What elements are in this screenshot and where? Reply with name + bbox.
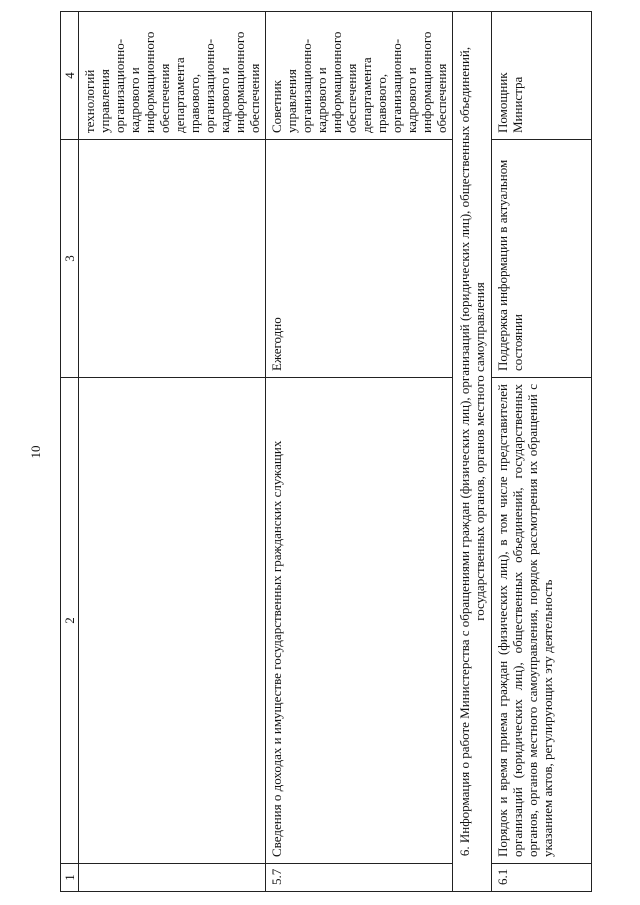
row-responsible: Советник управления организационно-кадрового и информационного обеспечения департамента правового, организационно-кадрового и информационного обеспечения (266, 12, 453, 140)
page-number: 10 (28, 445, 43, 459)
row-period: Ежегодно (266, 140, 453, 378)
row-number (79, 864, 266, 892)
row-text (79, 378, 266, 864)
header-col-4: 4 (61, 12, 79, 140)
row-responsible: Помощник Министра (492, 12, 592, 140)
section-row (453, 12, 492, 892)
rotated-table-sheet (60, 12, 580, 892)
table-row (492, 12, 592, 892)
row-responsible: технологий управления организационно-кадрового и информационного обеспечения департамента правового, организационно-кадрового и информационного обеспечения (79, 12, 266, 140)
section-title: 6. Информация о работе Министерства с обращениями граждан (физических лиц), организаций (юридических лиц), общественных объединений, государственных органов, органов местного самоуправления (453, 12, 492, 892)
row-period: Поддержка информации в актуальном состоянии (492, 140, 592, 378)
row-text: Сведения о доходах и имуществе государственных гражданских служащих (266, 378, 453, 864)
table-row (266, 12, 453, 892)
header-col-2: 2 (61, 378, 79, 864)
row-number: 5.7 (266, 864, 453, 892)
header-col-3: 3 (61, 140, 79, 378)
header-col-1: 1 (61, 864, 79, 892)
plan-table (60, 11, 592, 892)
row-text: Порядок и время приема граждан (физических лиц), в том числе представителей организаций (юридических лиц), общественных объединений, государственных органов, органов местного самоуправления, порядок рассмотрения их обращений с указанием актов, регулирующих эту деятельность (492, 378, 592, 864)
header-row (61, 12, 79, 892)
row-period (79, 140, 266, 378)
row-number: 6.1 (492, 864, 592, 892)
table-row (79, 12, 266, 892)
